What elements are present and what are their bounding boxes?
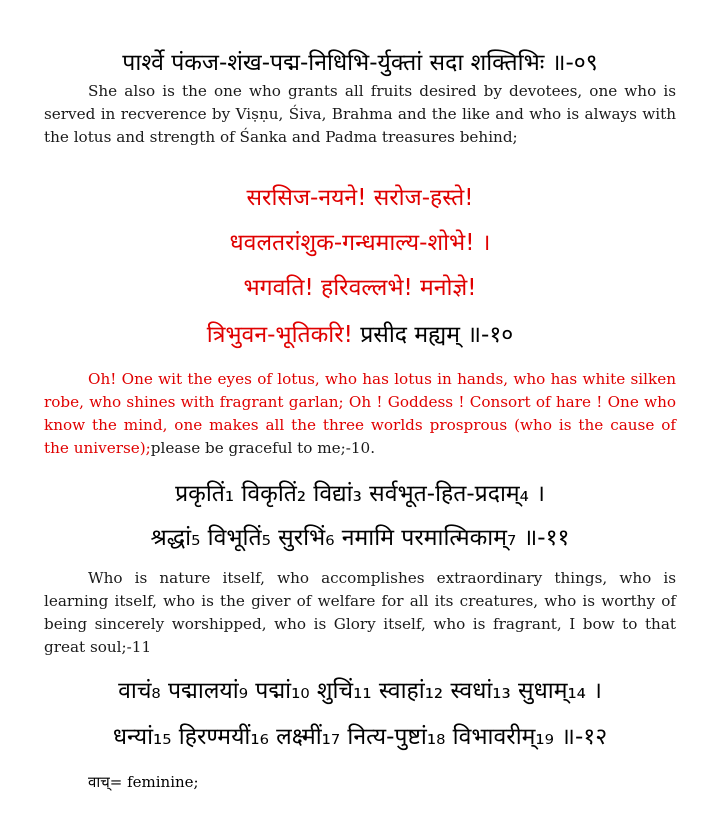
verse-10-line-3: भगवति! हरिवल्लभे! मनोज्ञे! bbox=[243, 275, 477, 301]
translation-11: Who is nature itself, who accomplishes extraordinary things, who is learning itself, who is the giver of welfare for all its creatures, who is worthy of being sincerely worshipped, who is Glory itself, who is fragrant, I bow to that great soul;-11 bbox=[44, 569, 676, 656]
verse-12-line-1: वाचं₈ पद्मालयां₉ पद्मां₁₀ शुचिं₁₁ स्वाहां₁₂ स्वधां₁₃ सुधाम्₁₄ । bbox=[118, 678, 602, 704]
translation-10-black: please be graceful to me;-10. bbox=[150, 439, 376, 457]
translation-9: She also is the one who grants all fruits desired by devotees, one who is served in recverence by Viṣṇu, Śiva, Brahma and the like and who is always with the lotus and strength of Śanka and Padma treasures behind; bbox=[44, 82, 676, 146]
translation-10 bbox=[44, 368, 676, 460]
verse-12-line-2: धन्यां₁₅ हिरण्मयीं₁₆ लक्ष्मीं₁₇ नित्य-पुष्टां₁₈ विभावरीम्₁₉ ॥-१२ bbox=[112, 724, 608, 750]
verse-10-line-4 bbox=[30, 320, 690, 350]
verse-10-line-4-black: प्रसीद मह्यम् ॥-१० bbox=[352, 322, 514, 348]
verse-10-line-4-red: त्रिभुवन-भूतिकरि! bbox=[206, 322, 353, 348]
footnote: वाच्= feminine; bbox=[88, 773, 199, 791]
verse-9-line-1: पार्श्वे पंकज-शंख-पद्म-निधिभि-र्युक्तां सदा शक्तिभिः ॥-०९ bbox=[122, 50, 598, 76]
translation-10-red: Oh! One wit the eyes of lotus, who has lotus in hands, who has white silken robe, who shines with fragrant garlan; Oh ! Goddess ! Consort of hare ! One who know the mind, one makes all the three worlds prosprous (who is the cause of the universe); bbox=[44, 370, 676, 457]
verse-11-line-2: श्रद्धां₅ विभूतिं₅ सुरभिं₆ नमामि परमात्मिकाम्₇ ॥-११ bbox=[150, 525, 570, 551]
verse-11-line-1: प्रकृतिं₁ विकृतिं₂ विद्यां₃ सर्वभूत-हित-प्रदाम्₄ । bbox=[175, 481, 545, 507]
verse-10-line-2: धवलतरांशुक-गन्धमाल्य-शोभे! । bbox=[229, 230, 491, 256]
verse-10-line-1: सरसिज-नयने! सरोज-हस्ते! bbox=[246, 185, 474, 211]
